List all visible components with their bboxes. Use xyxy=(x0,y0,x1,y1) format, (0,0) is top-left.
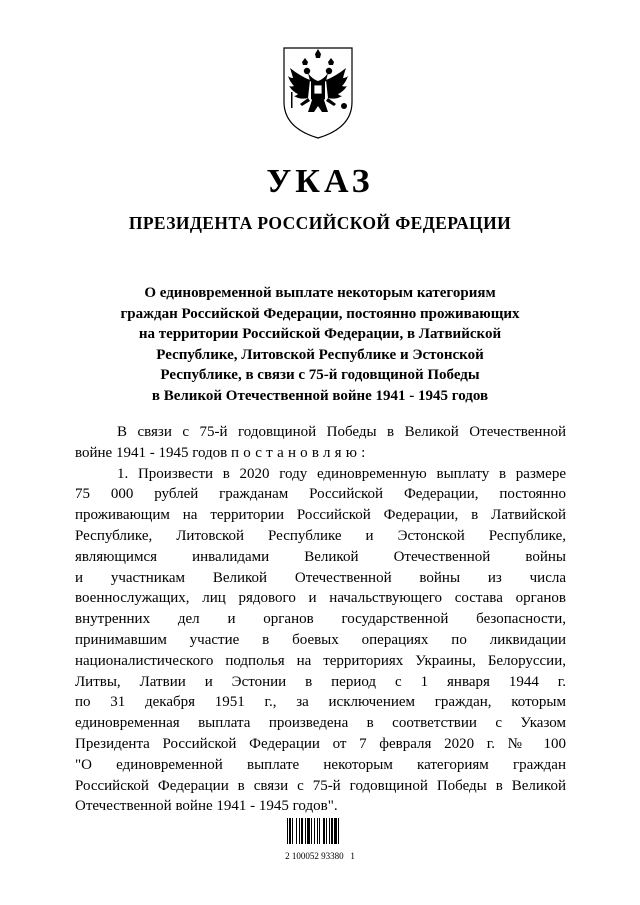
paragraph-line: проживающим на территории Российской Федерации, в Латвийской xyxy=(75,507,566,524)
paragraph-line: 1. Произвести в 2020 году единовременную выплату в размере xyxy=(117,465,566,482)
heading-line: О единовременной выплате некоторым категориям xyxy=(144,285,496,301)
paragraph-line: Республике, Литовской Республике и Эстонской Республике, xyxy=(75,527,566,544)
heading-line: граждан Российской Федерации, постоянно проживающих xyxy=(120,305,520,322)
paragraph-line: военнослужащих, лиц рядового и начальствующего состава органов xyxy=(75,590,566,607)
body-line xyxy=(75,443,566,464)
paragraph-line: националистического подполья на территориях Украины, Белоруссии, xyxy=(75,652,566,669)
coat-of-arms-emblem xyxy=(278,40,358,140)
barcode-number: 2 100052 93380 1 xyxy=(285,851,355,861)
paragraph-line: 75 000 рублей гражданам Российской Федерации, постоянно xyxy=(75,486,566,503)
heading-line: Республике, Литовской Республике и Эстонской xyxy=(156,346,484,363)
barcode xyxy=(286,816,358,846)
paragraph-line: Литвы, Латвии и Эстонии в период с 1 января 1944 г. xyxy=(75,673,566,690)
double-headed-eagle-icon xyxy=(278,40,358,140)
paragraph-line: принимавшим участие в боевых операциях по ликвидации xyxy=(75,631,566,648)
heading-line: Республике, в связи с 75-й годовщиной Победы xyxy=(160,367,480,384)
body-line: В связи с 75-й годовщиной Победы в Великой Отечественной xyxy=(117,424,566,440)
decree-body xyxy=(75,422,566,817)
paragraph-line: "О единовременной выплате некоторым категориям граждан xyxy=(75,756,566,773)
paragraph-line: Президента Российской Федерации от 7 февраля 2020 г. № 100 xyxy=(75,735,566,752)
paragraph-line: единовременная выплата произведена в соответствии с Указом xyxy=(75,715,566,732)
paragraph-line: Российской Федерации в связи с 75-й годовщиной Победы в Великой xyxy=(75,777,566,794)
resolution-word: постановляю: xyxy=(231,444,370,461)
paragraph-line: являющимся инвалидами Великой Отечественной войны xyxy=(75,548,566,565)
document-subtitle: ПРЕЗИДЕНТА РОССИЙСКОЙ ФЕДЕРАЦИИ xyxy=(128,213,512,233)
intro-text: войне 1941 - 1945 годов xyxy=(75,444,228,461)
barcode-icon xyxy=(286,816,358,846)
heading-line: на территории Российской Федерации, в Латвийской xyxy=(138,326,502,343)
paragraph-line: внутренних дел и органов государственной безопасности, xyxy=(75,611,566,628)
heading-line: в Великой Отечественной войне 1941 - 1945 годов xyxy=(151,387,489,404)
paragraph-line: по 31 декабря 1951 г., за исключением граждан, которым xyxy=(75,694,566,711)
document-title: УКАЗ xyxy=(266,163,374,200)
paragraph-line: и участникам Великой Отечественной войны из числа xyxy=(75,569,566,586)
decree-heading xyxy=(90,283,550,407)
paragraph-line: Отечественной войне 1941 - 1945 годов". xyxy=(75,798,338,815)
